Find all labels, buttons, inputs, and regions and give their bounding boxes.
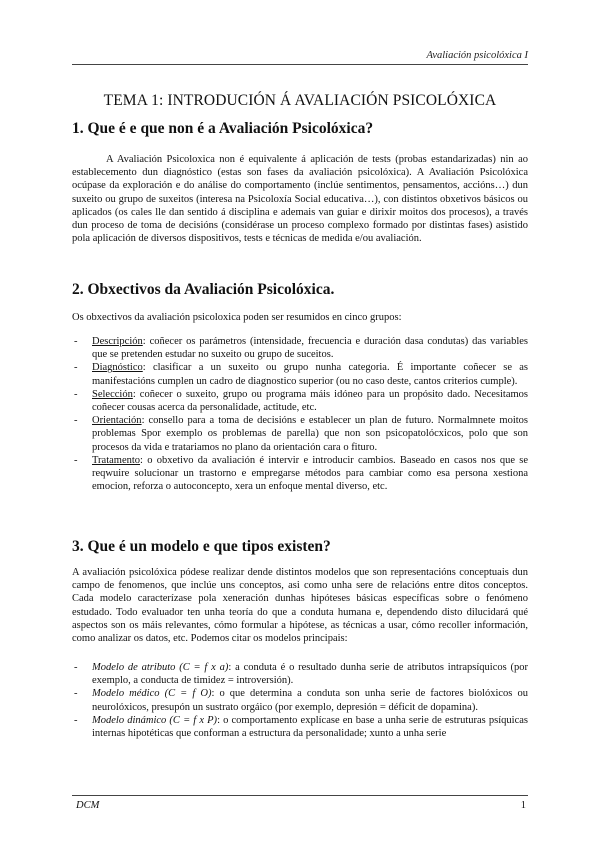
list-item-term: Descripción: [92, 336, 143, 347]
list-item: [72, 388, 528, 414]
list-item-text: : clasificar a un suxeito ou grupo nunha categoria. É importante coñecer se as manifestacións cumplen un cadro de diagnostico superior (ou no caso deste, cantos criterios cumple).: [92, 362, 528, 387]
section-2-intro: Os obxectivos da avaliación psicoloxica poden ser resumidos en cinco grupos:: [72, 312, 402, 323]
list-item-term: Selección: [92, 388, 133, 400]
list-dash: -: [74, 714, 78, 726]
document-title: TEMA 1: INTRODUCIÓN Á AVALIACIÓN PSICOLÓXICA: [103, 92, 497, 109]
list-item-term: Modelo médico (C = f O): [92, 688, 212, 700]
list-dash: -: [74, 388, 78, 400]
running-header: Avaliación psicolóxica I: [72, 50, 528, 65]
list-dash: -: [74, 362, 78, 374]
list-item-term: Diagnóstico: [92, 362, 143, 374]
list-item: [72, 714, 528, 740]
list-item-term: Orientación: [92, 415, 142, 427]
list-item: [72, 361, 528, 387]
section-3-paragraph: A avaliación psicolóxica pódese realizar dende distintos modelos que son representacións conceptuais dun campo de fenomenos, que inclúe uns conceptos, asi como unha sere de relacións entre ditos conceptos. Cada modelo caracterízase pola xeneración dunhas hipóteses básicas específicas sobre o fenómeno estudado. Todo evaluador ten unha teoría do que a conduta humana e, dependendo disto dilucidará qué aspectos son os máis relevantes, cómo formular a hipótese, as técnicas a usar, cómo recoller información, como analizar os datos, etc. Podemos citar os modelos principais:: [72, 567, 528, 645]
section-1-heading: 1. Que é e que non é a Avaliación Psicolóxica?: [72, 120, 374, 137]
list-item-text: : o comportamento explícase en base a unha serie de estruturas psíquicas internas hipotéticas que conforman a estructura da personalidade; xunto a unha serie: [92, 714, 528, 740]
list-dash: -: [74, 688, 78, 700]
list-item: [72, 687, 528, 713]
list-item: [72, 335, 528, 361]
list-item-text: : coñecer os parámetros (intensidade, frecuencia e duración dasa condutas) das variables que se pretenden estudar no suxeito ou grupo de suceitos.: [92, 336, 528, 361]
section-1-paragraph: A Avaliación Psicoloxica non é equivalente á aplicación de tests (probas estandarizadas) nin ao establecemento dun diagnóstico (estas son fases da avaliación psicolóxica). A Avaliación Psicolóxica ocúpase da exploración e do análise do comportamento (inclúe sentimentos, pensamentos, accións…) dun suxeito ou grupo de suxeitos (interesa na Psicoloxía Social educativa…), con distintos obxetivos básicos ou aplicados (os cales lle dan sentido á disciplina e ademais van guiar e dirixir moitos dos procesos), a través dun proceso de toma de decisións (considérase un proceso complexo formado por distintas fases) asistido pola aplicación de diversos dispositivos, tests e técnicas de medida e/ou avaliación.: [72, 154, 528, 245]
list-item-text: : a conduta é o resultado dunha serie de atributos intrapsíquicos (por exemplo, a conducta de timidez = introversión).: [92, 662, 528, 687]
list-item-text: : consello para a toma de decisións e establecer un plan de futuro. Normalmnete moitos problemas Spor exemplo os problemas de parella) que non son psicopatolócxicos, polo que son procesos da vida e tratariamos no plano da orientación cara o fituro.: [92, 415, 528, 453]
list-item: [72, 661, 528, 687]
section-2-heading: 2. Obxectivos da Avaliación Psicolóxica.: [72, 281, 335, 298]
list-dash: -: [74, 454, 78, 466]
list-dash: -: [74, 662, 78, 673]
list-dash: -: [74, 415, 78, 427]
list-item-term: Tratamento: [92, 454, 141, 466]
section-3-heading: 3. Que é un modelo e que tipos existen?: [72, 538, 331, 555]
list-item: [72, 454, 528, 494]
list-item-text: : o que determina a conduta son unha serie de factores biolóxicos ou neurolóxicos, presupón un sustrato orgáico (por exemplo, depresión = déficit de dopamina).: [92, 688, 528, 713]
list-dash: -: [74, 336, 78, 347]
list-item: [72, 414, 528, 454]
footer-author: DCM: [76, 800, 100, 811]
objectives-list: [72, 335, 528, 493]
list-item-term: Modelo de atributo (C = f x a): [92, 662, 229, 673]
list-item-term: Modelo dinámico (C = f x P): [92, 714, 218, 726]
list-item-text: : o obxetivo da avaliación é intervir e introducir cambios. Baseado en casos nos que se reqwuire solucionar un trastorno e empregarse métodos para cambiar como esa persona xestiona emocion, reforza o autoconcepto, xera un enfoque mental diverso, etc.: [92, 454, 528, 493]
list-item-text: : coñecer o suxeito, grupo ou programa máis idóneo para un propósito dado. Necesitamos coñecer cousas acerca da personalidade, actitude, etc.: [92, 388, 528, 414]
page-number: 1: [520, 800, 526, 811]
models-list: [72, 661, 528, 740]
footer-divider: [72, 795, 528, 796]
